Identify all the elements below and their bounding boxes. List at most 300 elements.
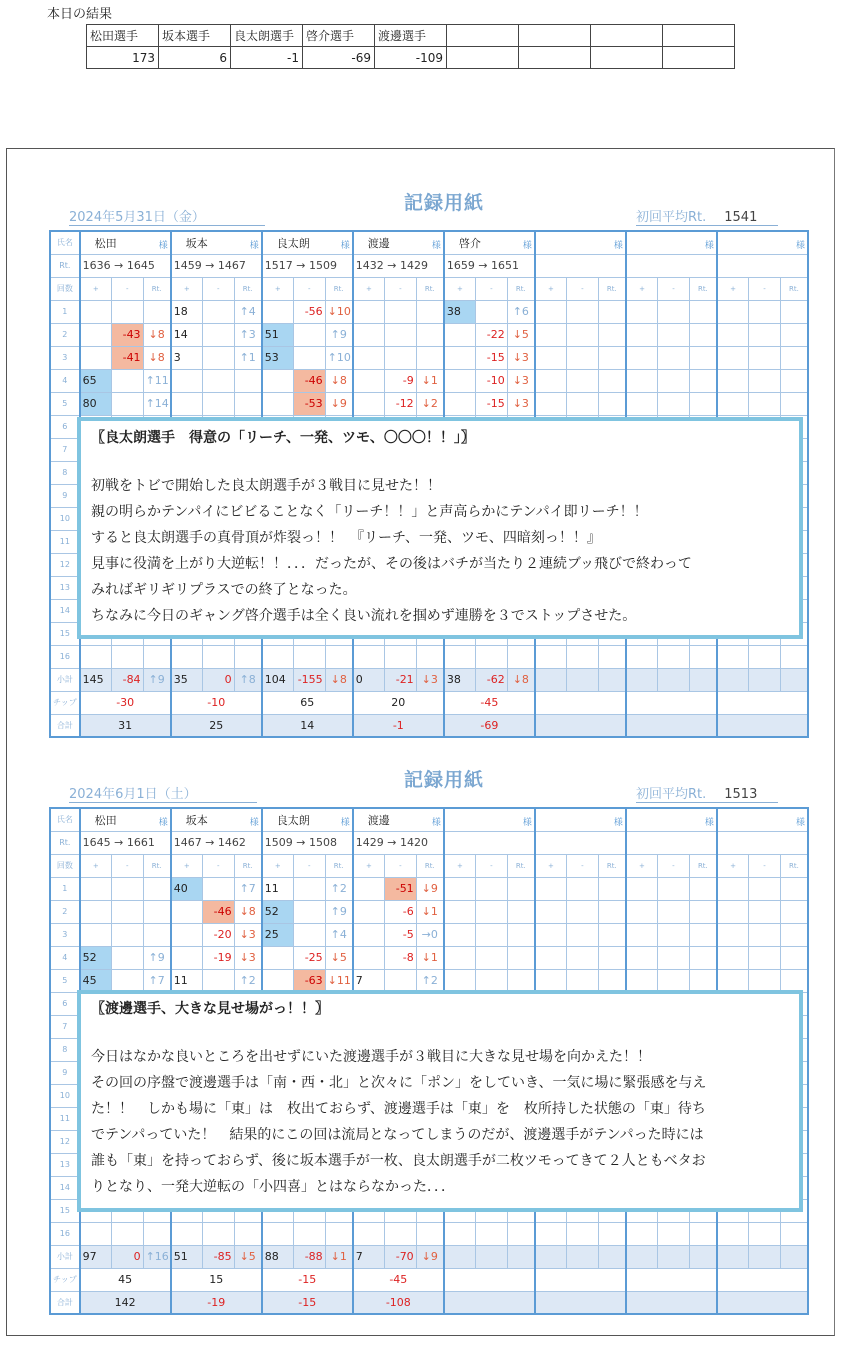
average-rating: [636, 206, 778, 226]
score-cell: [626, 346, 658, 369]
subtotal-cell: 38: [444, 668, 476, 691]
chip-cell: [717, 1268, 808, 1291]
player-name-cell: [444, 231, 535, 254]
player-rating: 1509 → 1508: [262, 831, 353, 854]
subtotal-cell: [717, 1245, 749, 1268]
average-rating: [636, 783, 778, 803]
score-cell: -6: [384, 900, 416, 923]
score-cell: [507, 969, 535, 992]
record-sheet: [49, 188, 809, 748]
score-cell: ↓8: [143, 323, 171, 346]
score-cell: [293, 923, 325, 946]
chip-cell: [626, 691, 717, 714]
score-cell: [111, 969, 143, 992]
subtotal-cell: [717, 668, 749, 691]
score-cell: [626, 392, 658, 415]
summary-score: -1: [231, 47, 303, 69]
score-cell: [476, 900, 508, 923]
column-header: -: [658, 854, 690, 877]
player-name: 坂本: [185, 813, 208, 827]
score-cell: [416, 1222, 444, 1245]
score-cell: [749, 900, 781, 923]
round-number: 3: [50, 346, 80, 369]
score-cell: [689, 969, 717, 992]
score-cell: [293, 323, 325, 346]
total-cell: [626, 1291, 717, 1314]
column-header: Rt.: [416, 854, 444, 877]
sheet-date: 2024年6月1日（土）: [69, 783, 257, 803]
summary-score: -69: [303, 47, 375, 69]
score-cell: [171, 923, 203, 946]
score-cell: [780, 877, 808, 900]
score-cell: [353, 946, 385, 969]
row-label: チップ: [50, 1268, 80, 1291]
score-cell: [658, 369, 690, 392]
score-cell: [143, 900, 171, 923]
player-name: 良太朗: [276, 236, 310, 250]
score-cell: [535, 969, 567, 992]
comment-line: りとなり、一発大逆転の「小四喜」とはならなかった．．．: [91, 1179, 455, 1195]
comment-line: 見事に役満を上がり大逆転！！．．．だったが、その後はバチが当たり２連続ブッ飛びで終わって: [91, 556, 692, 572]
score-cell: [416, 346, 444, 369]
subtotal-cell: [780, 668, 808, 691]
chip-cell: 15: [171, 1268, 262, 1291]
average-rating-value: 1541: [724, 210, 758, 225]
column-header: Rt.: [143, 854, 171, 877]
score-cell: [689, 946, 717, 969]
subtotal-cell: -84: [111, 668, 143, 691]
score-cell: ↑9: [325, 323, 353, 346]
score-cell: [749, 369, 781, 392]
total-cell: 25: [171, 714, 262, 737]
player-name-cell: [171, 808, 262, 831]
round-number: 7: [50, 438, 80, 461]
score-cell: [444, 392, 476, 415]
score-cell: [598, 392, 626, 415]
subtotal-cell: [567, 1245, 599, 1268]
score-cell: [202, 392, 234, 415]
score-cell: [384, 300, 416, 323]
row-label: 回数: [50, 277, 80, 300]
subtotal-cell: [626, 668, 658, 691]
total-cell: 14: [262, 714, 353, 737]
score-cell: [293, 877, 325, 900]
score-cell: [202, 300, 234, 323]
score-cell: [293, 346, 325, 369]
row-label: 合計: [50, 1291, 80, 1314]
summary-player: 坂本選手: [159, 25, 231, 47]
score-cell: [353, 877, 385, 900]
subtotal-cell: -88: [293, 1245, 325, 1268]
player-rating: [717, 831, 808, 854]
subtotal-cell: -21: [384, 668, 416, 691]
score-cell: [658, 1222, 690, 1245]
row-label: 氏名: [50, 231, 80, 254]
score-cell: [658, 392, 690, 415]
comment-line: その回の序盤で渡邊選手は「南・西・北」と次々に「ポン」をしていき、一気に場に緊張感を与え: [91, 1075, 707, 1091]
column-header: -: [384, 854, 416, 877]
score-cell: [476, 923, 508, 946]
honorific: 様: [340, 817, 350, 828]
subtotal-cell: [780, 1245, 808, 1268]
average-rating-value: 1513: [724, 787, 758, 802]
player-name-cell: [171, 231, 262, 254]
score-cell: ↓10: [325, 300, 353, 323]
score-cell: -63: [293, 969, 325, 992]
subtotal-cell: ↑9: [143, 668, 171, 691]
column-header: +: [535, 854, 567, 877]
score-cell: 45: [80, 969, 112, 992]
player-name-cell: [717, 808, 808, 831]
score-cell: [749, 392, 781, 415]
column-header: +: [626, 854, 658, 877]
player-rating: 1459 → 1467: [171, 254, 262, 277]
score-cell: [626, 923, 658, 946]
score-cell: [717, 645, 749, 668]
chip-cell: -10: [171, 691, 262, 714]
score-cell: [689, 369, 717, 392]
score-cell: [749, 300, 781, 323]
score-cell: [535, 300, 567, 323]
score-cell: [567, 923, 599, 946]
score-cell: [749, 923, 781, 946]
score-cell: ↓9: [325, 392, 353, 415]
honorific: 様: [158, 817, 168, 828]
player-name: 松田: [94, 236, 117, 250]
score-cell: [171, 946, 203, 969]
player-rating: [535, 831, 626, 854]
score-cell: [626, 645, 658, 668]
subtotal-cell: -85: [202, 1245, 234, 1268]
score-cell: [658, 645, 690, 668]
player-rating: 1432 → 1429: [353, 254, 444, 277]
round-number: 2: [50, 900, 80, 923]
subtotal-cell: 97: [80, 1245, 112, 1268]
score-cell: [780, 300, 808, 323]
score-cell: -8: [384, 946, 416, 969]
total-cell: -108: [353, 1291, 444, 1314]
column-header: +: [535, 277, 567, 300]
subtotal-cell: -70: [384, 1245, 416, 1268]
comment-box: [77, 417, 803, 639]
score-cell: -46: [202, 900, 234, 923]
column-header: +: [171, 854, 203, 877]
column-header: Rt.: [234, 854, 262, 877]
score-cell: 7: [353, 969, 385, 992]
score-cell: [444, 1222, 476, 1245]
round-number: 13: [50, 1153, 80, 1176]
column-header: Rt.: [507, 277, 535, 300]
score-cell: [80, 346, 112, 369]
score-cell: ↓3: [507, 346, 535, 369]
column-header: Rt.: [507, 854, 535, 877]
subtotal-cell: [689, 1245, 717, 1268]
player-name: 松田: [94, 813, 117, 827]
score-cell: [143, 645, 171, 668]
score-cell: [535, 900, 567, 923]
summary-players-row: [87, 25, 735, 47]
score-cell: [626, 300, 658, 323]
column-header: Rt.: [780, 277, 808, 300]
score-cell: [80, 645, 112, 668]
round-number: 4: [50, 369, 80, 392]
player-rating: 1467 → 1462: [171, 831, 262, 854]
score-cell: [689, 877, 717, 900]
score-cell: [780, 645, 808, 668]
score-cell: [507, 877, 535, 900]
score-cell: [689, 900, 717, 923]
round-number: 1: [50, 300, 80, 323]
score-cell: ↓1: [416, 369, 444, 392]
player-rating: [626, 831, 717, 854]
score-cell: [749, 645, 781, 668]
chip-cell: [717, 691, 808, 714]
score-cell: [626, 323, 658, 346]
subtotal-cell: 145: [80, 668, 112, 691]
round-number: 11: [50, 530, 80, 553]
column-header: Rt.: [689, 854, 717, 877]
score-cell: ↓8: [325, 369, 353, 392]
player-name: 渡邊: [367, 236, 390, 250]
score-cell: ↓8: [234, 900, 262, 923]
round-number: 9: [50, 1061, 80, 1084]
total-cell: 31: [80, 714, 171, 737]
score-cell: 80: [80, 392, 112, 415]
summary-player: 渡邊選手: [375, 25, 447, 47]
comment-line: みればギリギリプラスでの終了となった。: [91, 582, 357, 598]
score-cell: [626, 900, 658, 923]
score-cell: [658, 300, 690, 323]
score-cell: [143, 877, 171, 900]
score-cell: [202, 877, 234, 900]
score-cell: [598, 877, 626, 900]
score-cell: [80, 923, 112, 946]
subtotal-cell: ↓8: [325, 668, 353, 691]
subtotal-cell: 0: [202, 668, 234, 691]
player-name-cell: [717, 231, 808, 254]
score-cell: 38: [444, 300, 476, 323]
score-cell: [171, 392, 203, 415]
score-cell: [171, 369, 203, 392]
score-cell: [535, 346, 567, 369]
row-label: 小計: [50, 668, 80, 691]
subtotal-cell: [749, 668, 781, 691]
round-number: 14: [50, 599, 80, 622]
column-header: +: [717, 854, 749, 877]
score-cell: [598, 369, 626, 392]
column-header: +: [262, 854, 294, 877]
subtotal-cell: [535, 668, 567, 691]
score-cell: ↑7: [143, 969, 171, 992]
score-cell: 53: [262, 346, 294, 369]
score-cell: [234, 369, 262, 392]
total-cell: -19: [171, 1291, 262, 1314]
score-cell: [780, 1222, 808, 1245]
column-header: -: [476, 277, 508, 300]
score-cell: ↓8: [143, 346, 171, 369]
column-header: -: [111, 854, 143, 877]
score-cell: 18: [171, 300, 203, 323]
total-cell: [535, 1291, 626, 1314]
record-sheet: [49, 765, 809, 1310]
score-cell: [567, 1222, 599, 1245]
score-cell: [567, 645, 599, 668]
score-cell: [202, 1222, 234, 1245]
honorific: 様: [522, 240, 532, 251]
score-cell: ↑9: [325, 900, 353, 923]
score-cell: ↓11: [325, 969, 353, 992]
round-number: 1: [50, 877, 80, 900]
score-cell: [598, 300, 626, 323]
score-cell: ↓3: [507, 369, 535, 392]
score-cell: [476, 645, 508, 668]
score-cell: [111, 877, 143, 900]
score-cell: ↑2: [416, 969, 444, 992]
chip-cell: [626, 1268, 717, 1291]
score-cell: [80, 300, 112, 323]
summary-score: -109: [375, 47, 447, 69]
score-cell: [202, 323, 234, 346]
round-number: 16: [50, 645, 80, 668]
score-cell: [444, 969, 476, 992]
column-header: Rt.: [325, 277, 353, 300]
score-cell: [535, 645, 567, 668]
score-cell: [444, 923, 476, 946]
score-cell: [689, 645, 717, 668]
subtotal-cell: 7: [353, 1245, 385, 1268]
score-cell: ↑1: [234, 346, 262, 369]
score-cell: [567, 900, 599, 923]
honorific: 様: [613, 817, 623, 828]
score-cell: [780, 969, 808, 992]
score-cell: 11: [171, 969, 203, 992]
score-cell: [80, 877, 112, 900]
row-label: 氏名: [50, 808, 80, 831]
summary-player: 良太朗選手: [231, 25, 303, 47]
round-number: 6: [50, 992, 80, 1015]
score-cell: [353, 900, 385, 923]
score-cell: [384, 323, 416, 346]
score-cell: [598, 900, 626, 923]
score-cell: 25: [262, 923, 294, 946]
chip-cell: 45: [80, 1268, 171, 1291]
honorific: 様: [340, 240, 350, 251]
column-header: +: [80, 854, 112, 877]
total-cell: 142: [80, 1291, 171, 1314]
score-cell: [535, 923, 567, 946]
chip-cell: -30: [80, 691, 171, 714]
column-header: +: [262, 277, 294, 300]
score-cell: -53: [293, 392, 325, 415]
score-cell: -12: [384, 392, 416, 415]
column-header: +: [353, 277, 385, 300]
subtotal-cell: -155: [293, 668, 325, 691]
sheet-date: 2024年5月31日（金）: [69, 206, 265, 226]
score-cell: [353, 323, 385, 346]
summary-player: 松田選手: [87, 25, 159, 47]
score-cell: [111, 392, 143, 415]
total-cell: -69: [444, 714, 535, 737]
player-name-cell: [535, 231, 626, 254]
player-rating: 1636 → 1645: [80, 254, 171, 277]
score-cell: [111, 946, 143, 969]
column-header: +: [80, 277, 112, 300]
round-number: 10: [50, 507, 80, 530]
score-cell: [626, 369, 658, 392]
score-cell: [143, 300, 171, 323]
score-cell: 3: [171, 346, 203, 369]
comment-line: ちなみに今日のギャング啓介選手は全く良い流れを掴めず連勝を３でストップさせた。: [91, 608, 637, 624]
score-cell: ↓3: [507, 392, 535, 415]
score-cell: [444, 323, 476, 346]
round-number: 5: [50, 969, 80, 992]
score-cell: ↓3: [234, 923, 262, 946]
score-cell: [535, 392, 567, 415]
score-cell: -20: [202, 923, 234, 946]
column-header: Rt.: [234, 277, 262, 300]
chip-cell: -15: [262, 1268, 353, 1291]
score-cell: -46: [293, 369, 325, 392]
score-cell: [325, 645, 353, 668]
subtotal-cell: ↓9: [416, 1245, 444, 1268]
chip-cell: 65: [262, 691, 353, 714]
column-header: -: [202, 277, 234, 300]
score-cell: [567, 323, 599, 346]
score-cell: ↓1: [416, 946, 444, 969]
column-header: -: [202, 854, 234, 877]
round-number: 4: [50, 946, 80, 969]
score-cell: [262, 946, 294, 969]
score-cell: ↓1: [416, 900, 444, 923]
round-number: 5: [50, 392, 80, 415]
row-label: 回数: [50, 854, 80, 877]
player-name: 啓介: [458, 236, 481, 250]
score-cell: 11: [262, 877, 294, 900]
score-cell: [353, 392, 385, 415]
score-cell: [143, 1222, 171, 1245]
subtotal-cell: [658, 668, 690, 691]
row-label: チップ: [50, 691, 80, 714]
score-cell: [567, 877, 599, 900]
score-cell: [780, 369, 808, 392]
score-cell: [567, 969, 599, 992]
score-cell: [717, 946, 749, 969]
score-cell: [353, 1222, 385, 1245]
score-cell: [535, 946, 567, 969]
score-cell: [567, 392, 599, 415]
score-cell: -56: [293, 300, 325, 323]
score-cell: -43: [111, 323, 143, 346]
score-cell: ↓9: [416, 877, 444, 900]
subtotal-cell: ↓3: [416, 668, 444, 691]
column-header: +: [353, 854, 385, 877]
total-cell: [444, 1291, 535, 1314]
round-number: 7: [50, 1015, 80, 1038]
player-name-cell: [262, 808, 353, 831]
score-cell: [780, 323, 808, 346]
round-number: 12: [50, 1130, 80, 1153]
score-cell: [717, 300, 749, 323]
score-cell: ↑14: [143, 392, 171, 415]
player-rating: [626, 254, 717, 277]
subtotal-cell: ↓8: [507, 668, 535, 691]
subtotal-cell: [567, 668, 599, 691]
score-cell: ↓2: [416, 392, 444, 415]
score-cell: -15: [476, 392, 508, 415]
score-cell: [626, 877, 658, 900]
score-cell: [262, 392, 294, 415]
score-cell: ↑10: [325, 346, 353, 369]
